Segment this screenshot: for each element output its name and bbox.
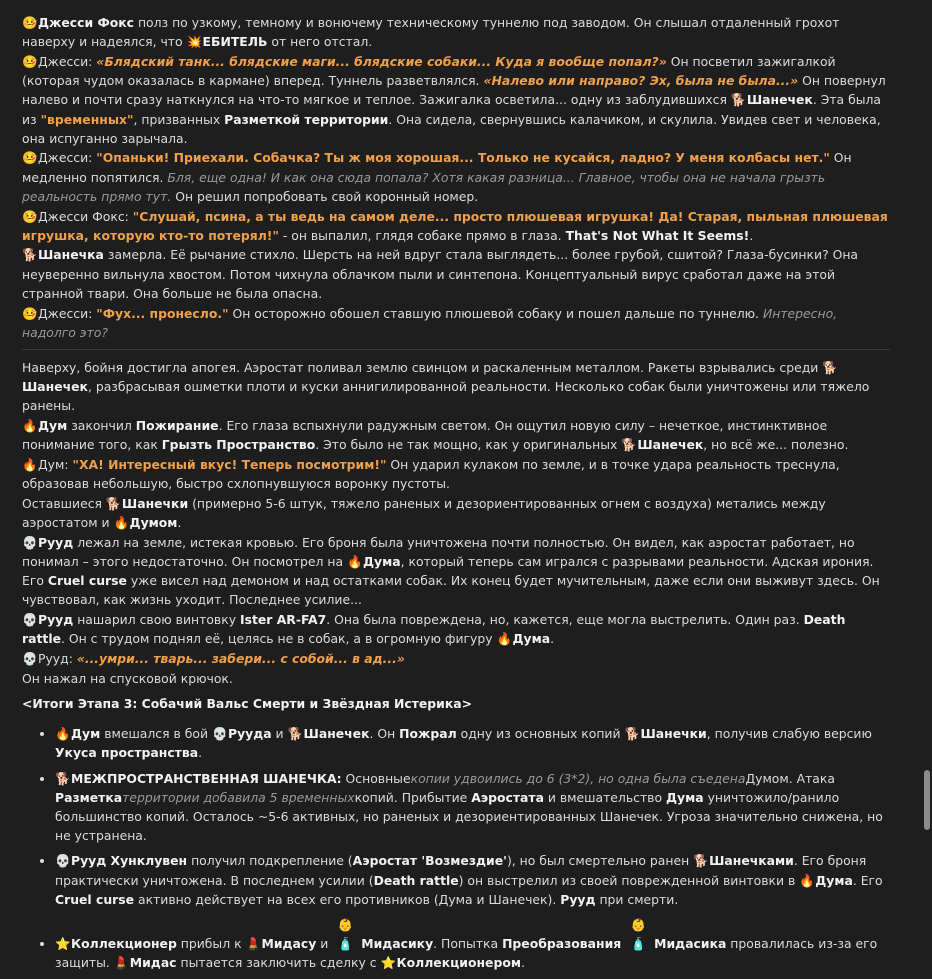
character-name: Джесси Фокс: (38, 208, 129, 224)
baby-bottle-icon: 👶🧴 (337, 916, 353, 952)
dog-icon: 🐕 (624, 726, 640, 742)
skull-icon: 💀 (22, 651, 38, 666)
dog-icon: 🐕 (55, 770, 71, 786)
character-name: Рууд (38, 612, 74, 628)
fire-icon: 🔥 (55, 726, 71, 742)
text: . Он с трудом поднял её, целясь не в собак, а в огромную фигуру (60, 631, 497, 647)
ability-name: Cruel curse (47, 573, 127, 589)
text: Основные (341, 770, 411, 786)
quote: "Слушай, псина, а ты ведь на самом деле... просто плюшевая игрушка! Да! Старая, пыльная плюшевая игрушка, которую кто-то потерял!" (22, 208, 888, 243)
fire-icon: 🔥 (22, 456, 38, 472)
text: . (550, 631, 555, 647)
character-name: Шанечка (38, 247, 104, 263)
scrollbar-thumb[interactable] (924, 770, 930, 830)
quote: «Блядский танк... блядские маги... блядские собаки... Куда я вообще попал?» (96, 53, 667, 69)
item-name: Аэростат 'Возмездие' (352, 853, 507, 869)
character-name: Коллекционер (71, 936, 177, 952)
character-name: Рууда (227, 726, 272, 742)
text: . Его броня практически уничтожена. В последнем усилии ( (55, 853, 867, 888)
sick-face-icon: 🤒 (22, 208, 38, 224)
italic-text: территории добавила 5 временных (122, 789, 355, 805)
text: . (198, 745, 203, 761)
text: , который теперь сам игрался с разрывами реальности. Адская ирония. Его (22, 553, 874, 589)
quote: "ХА! Интересный вкус! Теперь посмотрим!" (72, 456, 387, 472)
text: . Она сидела, свернувшись калачиком, и скулила. Увидев свет и человека, она испуганно зарычала. (22, 111, 881, 146)
section-heading: <Итоги Этапа 3: Собачий Вальс Смерти и Звёздная Истерика> (22, 695, 472, 711)
dog-icon: 🐕 (621, 437, 637, 453)
text: Думом. Атака (745, 770, 835, 786)
scrollbar[interactable] (920, 0, 932, 837)
paragraph (22, 455, 890, 493)
quote: "Фух... пронесло." (96, 305, 229, 321)
character-name: Рууд Хунклувен (71, 853, 188, 869)
lipstick-icon: 💄 (245, 936, 261, 952)
text: прибыл к (176, 936, 246, 952)
sick-face-icon: 🤒 (22, 150, 38, 166)
fire-icon: 🔥 (22, 418, 38, 434)
dog-icon: 🐕 (693, 853, 709, 869)
dog-icon: 🐕 (105, 495, 122, 511)
paragraph (22, 416, 890, 454)
thought: Бля, еще одна! И как она сюда попала? Хотя какая разница... Главное, чтобы она не начала грызть реальность прямо тут. (22, 169, 826, 204)
divider (22, 349, 890, 350)
text: и вмешательство (543, 789, 667, 805)
ability-name: Cruel curse (55, 891, 135, 907)
text: . Это было не так мощно, как у оригинальных (315, 437, 622, 453)
text: ), но был смертельно ранен (506, 853, 694, 869)
character-name: Дума (362, 553, 401, 569)
text: . (749, 227, 754, 243)
ability-name: Death rattle (373, 872, 459, 888)
quote: «Налево или направо? Эх, была не была...» (483, 73, 799, 89)
paragraph (22, 13, 890, 51)
ability-name: Death rattle (22, 612, 846, 647)
baby-bottle-icon: 👶🧴 (630, 916, 646, 952)
character-name: Дума (666, 789, 704, 805)
dog-icon: 🐕 (730, 92, 747, 108)
ability-name: Пожрал (399, 726, 457, 742)
character-name: Шанечек (746, 92, 813, 108)
character-name: Шанечки (121, 495, 189, 511)
text: . (520, 955, 525, 971)
text: , призванных (133, 111, 225, 127)
character-name: Джесси: (38, 53, 93, 69)
text: . Эта была из (22, 92, 882, 127)
paragraph (22, 669, 890, 688)
quote: «...умри... тварь... забери... с собой... в ад...» (76, 651, 405, 666)
dog-icon: 🐕 (822, 359, 838, 375)
text: закончил (67, 418, 136, 434)
text: Он решил попробовать свой коронный номер. (171, 188, 479, 204)
ability-name: Разметка (55, 789, 123, 805)
text: , но всё же... полезно. (703, 437, 849, 453)
text: замерла. Её рычание стихло. Шерсть на ней вдруг стала выглядеть... более грубой, сшитой? Глаза-бусинки? Она неуверенно вильнула хвостом. Потом чихнула облачком пыли и синтепона. Концептуальный вирус сработал даже на этой странной твари. Она больше не была опасна. (22, 247, 859, 301)
text: Он повернул налево и почти сразу наткнулся на что-то мягкое и теплое. Зажигалка осветила... одну из заблудившихся (22, 73, 886, 108)
character-name: Дума (815, 872, 853, 888)
text: уничтожило/ранило большинство копий. Осталось ~5-6 активных, но раненых и дезориентированных Шанечек. Угроза значительно снижена, но не устранена. (55, 789, 883, 844)
ability-name: That's Not What It Seems! (565, 227, 750, 243)
paragraph (22, 304, 890, 342)
text: - он выпалил, глядя собаке прямо в глаза. (278, 227, 566, 243)
paragraph (22, 207, 890, 245)
text: , разбрасывая ошметки плоти и куски аннигилированной реальности. Несколько собак были уничтожены или тяжело ранены. (22, 379, 870, 414)
text: от него отстал. (267, 34, 373, 50)
text: копий. Прибытие (354, 789, 472, 805)
character-name: Шанечек (22, 379, 88, 395)
dog-icon: 🐕 (287, 726, 303, 742)
character-name: Шанечек (303, 726, 370, 742)
text: получил подкрепление ( (187, 853, 353, 869)
text: Наверху, бойня достигла апогея. Аэростат поливал землю свинцом и раскаленным металлом. Ракеты взрывались среди (22, 359, 823, 375)
ability-name: Преобразования (502, 936, 622, 952)
summary-list (22, 724, 890, 972)
character-name: Рууд (38, 534, 74, 550)
star-icon: ⭐ (380, 955, 396, 971)
text: Он посветил зажигалкой (которая чудом оказалась в кармане) вперед. Туннель разветвлялся. (22, 53, 836, 89)
paragraph (22, 610, 890, 648)
character-name: Рууд (560, 891, 596, 907)
text: ) он выстрелил из своей поврежденной винтовки в (458, 872, 800, 888)
chat-message-body (22, 13, 890, 979)
dog-icon: 🐕 (22, 247, 38, 263)
text: , получив слабую версию (706, 726, 872, 742)
star-icon: ⭐ (55, 936, 71, 952)
paragraph (22, 533, 890, 610)
character-name: МЕЖПРОСТРАНСТВЕННАЯ ШАНЕЧКА: (71, 770, 342, 786)
paragraph (22, 494, 890, 532)
text: уже висел над демоном и над остатками собак. Их конец будет мучительным, даже если они выживут здесь. Он чувствовал, как жизнь уходит. Последнее усилие... (22, 573, 880, 608)
fire-icon: 🔥 (799, 872, 815, 888)
text: . Он (369, 726, 400, 742)
text: полз по узкому, темному и вонючему техническому туннелю под заводом. Он слышал отдаленный грохот наверху и надеялся, что (22, 15, 840, 50)
ability-name: Грызть Пространство (161, 437, 316, 453)
text: . Попытка (433, 936, 503, 952)
lipstick-icon: 💄 (113, 955, 130, 971)
sick-face-icon: 🤒 (22, 53, 38, 69)
character-name: Джесси: (38, 305, 93, 321)
text: и (316, 936, 333, 952)
item-name: Аэростата (471, 789, 544, 805)
text: (примерно 5-6 штук, тяжело раненых и дезориентированных огнем с воздуха) метались между аэростатом и (22, 495, 826, 531)
character-name: Дум (71, 726, 101, 742)
item-name: Ister AR-FA7 (239, 612, 327, 628)
character-name: ЕБИТЕЛЬ (202, 34, 268, 50)
text: нашарил свою винтовку (73, 612, 240, 628)
character-name: Мидас (129, 955, 177, 971)
list-item (55, 915, 890, 973)
text: вмешался в бой (100, 726, 212, 742)
text: Он осторожно обошел ставшую плюшевой собаку и пошел дальше по туннелю. (228, 305, 763, 321)
character-name: Джесси Фокс (38, 15, 135, 30)
text: . Его глаза вспыхнули радужным светом. Он ощутил новую силу – нечеткое, инстинктивное понимание того, как (22, 418, 828, 453)
sick-face-icon: 🤒 (22, 305, 38, 321)
character-name: Коллекционером (396, 955, 521, 971)
paragraph (22, 649, 890, 668)
explosion-icon: 💥 (186, 34, 202, 50)
text: и (271, 726, 288, 742)
character-name: Дума (512, 631, 551, 647)
text: провалилась из-за его защиты. (55, 936, 878, 971)
paragraph (22, 245, 890, 303)
text: Он медленно попятился. (22, 150, 852, 185)
text: . Она была повреждена, но, кажется, еще могла выстрелить. Один раз. (326, 612, 804, 628)
character-name: Шанечек (637, 437, 704, 453)
paragraph (22, 358, 890, 416)
skull-icon: 💀 (55, 853, 71, 869)
character-name: Дум (38, 418, 68, 434)
text: . Его (852, 872, 883, 888)
list-item (55, 851, 890, 909)
text: одну из основных копий (456, 726, 625, 742)
fire-icon: 🔥 (346, 553, 363, 569)
fire-icon: 🔥 (496, 631, 512, 647)
text: . (177, 515, 182, 531)
text: Оставшиеся (22, 495, 106, 511)
ability-name: Укуса пространства (55, 745, 199, 761)
ability-name: Пожирание (135, 418, 219, 434)
skull-icon: 💀 (22, 612, 38, 628)
skull-icon: 💀 (211, 726, 228, 742)
character-name: Джесси: (38, 150, 93, 166)
text: активно действует на всех его противников (Дума и Шанечек). (134, 891, 561, 907)
character-name: Рууд: (38, 651, 73, 666)
character-name: Шанечки (640, 726, 707, 742)
character-name: Дум: (38, 456, 69, 472)
italic-text: копии удвоились до 6 (3*2), но одна была съедена (410, 770, 746, 786)
paragraph (22, 148, 890, 206)
ability-name: Разметкой территории (224, 111, 389, 127)
list-item (55, 724, 890, 762)
character-name: Мидасику (361, 936, 434, 952)
text: пытается заключить сделку с (176, 955, 381, 971)
text: Он ударил кулаком по земле, и в точке удара реальность треснула, образовав небольшую, быстро схлопнувшуюся воронку пустоты. (22, 456, 840, 492)
text: при смерти. (595, 891, 679, 907)
quote: "Опаньки! Приехали. Собачка? Ты ж моя хорошая... Только не кусайся, ладно? У меня колбасы нет." (96, 150, 830, 166)
fire-icon: 🔥 (113, 515, 129, 531)
quote: "временных" (40, 111, 134, 127)
list-item (55, 769, 890, 846)
skull-icon: 💀 (22, 534, 38, 550)
text: Он нажал на спусковой крючок. (22, 670, 233, 686)
character-name: Думом (129, 515, 178, 531)
sick-face-icon: 🤒 (22, 15, 38, 30)
text: лежал на земле, истекая кровью. Его броня была уничтожена почти полностью. Он видел, как аэростат работает, но понимал – этого недостаточно. Он посмотрел на (22, 534, 855, 569)
character-name: Мидасу (261, 936, 317, 952)
character-name: Мидасика (654, 936, 727, 952)
paragraph (22, 52, 890, 148)
character-name: Шанечками (709, 853, 794, 869)
thought: Интересно, надолго это? (22, 305, 838, 340)
